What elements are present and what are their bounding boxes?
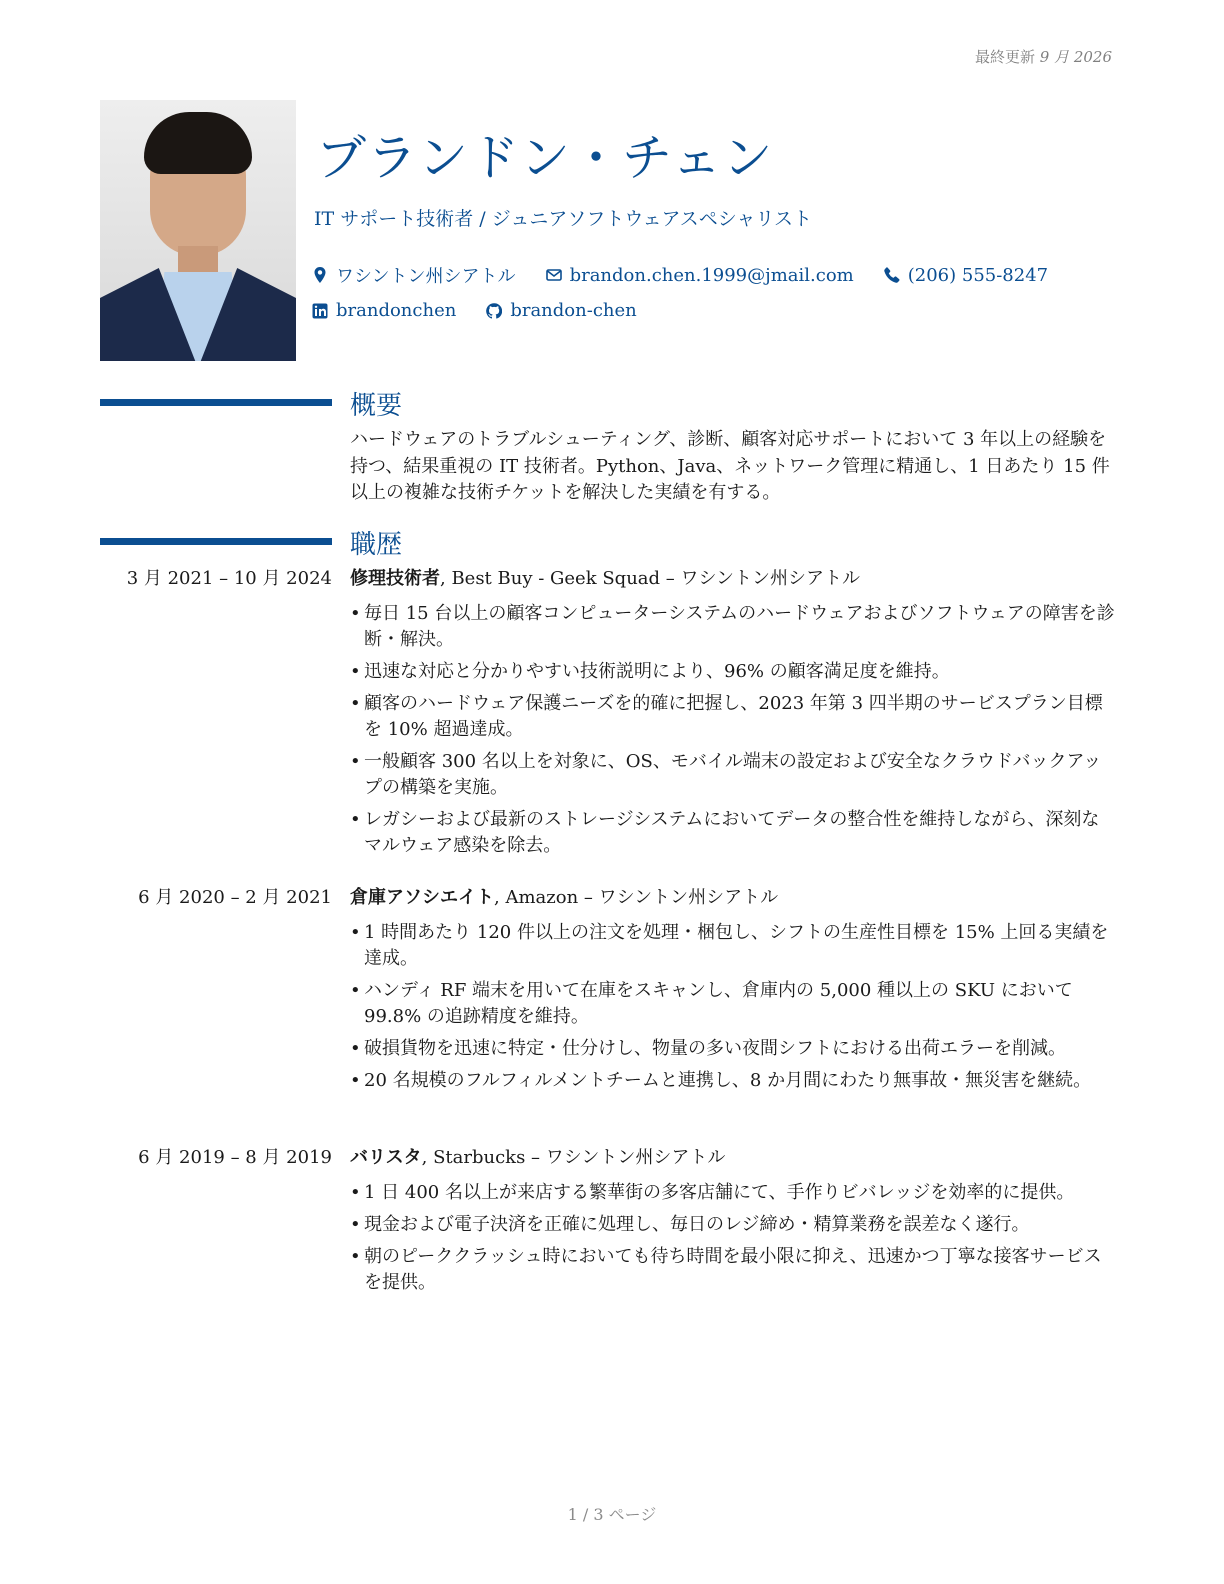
last-updated-date: 9 月 2026: [1039, 48, 1112, 66]
job-role: 倉庫アソシエイト: [350, 887, 494, 908]
job-dates: 3 月 2021 – 10 月 2024: [126, 568, 332, 589]
contact-email[interactable]: [546, 262, 854, 288]
github-icon: [486, 303, 502, 319]
contact-github[interactable]: [486, 300, 636, 321]
job-header: [350, 566, 860, 592]
section-divider: [100, 399, 332, 406]
job-role: バリスタ: [350, 1147, 422, 1168]
list-item: • 現金および電子決済を正確に処理し、毎日のレジ締め・精算業務を誤差なく遂行。: [350, 1212, 1116, 1238]
list-item: • 20 名規模のフルフィルメントチームと連携し、8 か月間にわたり無事故・無災害を継続。: [350, 1068, 1116, 1094]
list-item: • 破損貨物を迅速に特定・仕分けし、物量の多い夜間シフトにおける出荷エラーを削減。: [350, 1036, 1116, 1062]
candidate-name: ブランドン・チェン: [316, 129, 774, 187]
list-item: • 迅速な対応と分かりやすい技術説明により、96% の顧客満足度を維持。: [350, 659, 1116, 685]
job-header: [350, 1145, 725, 1171]
contact-row: [312, 262, 1048, 288]
job-org: , Starbucks – ワシントン州シアトル: [421, 1147, 726, 1168]
list-item: • 1 時間あたり 120 件以上の注文を処理・梱包し、シフトの生産性目標を 15% 上回る実績を達成。: [350, 920, 1116, 972]
list-item: • 顧客のハードウェア保護ニーズを的確に把握し、2023 年第 3 四半期のサービスプラン目標を 10% 超過達成。: [350, 691, 1116, 743]
map-pin-icon: [312, 267, 328, 283]
list-item: • 朝のピーククラッシュ時においても待ち時間を最小限に抑え、迅速かつ丁寧な接客サービスを提供。: [350, 1244, 1116, 1296]
list-item: • 毎日 15 台以上の顧客コンピューターシステムのハードウェアおよびソフトウェアの障害を診断・解決。: [350, 601, 1116, 653]
location-text: ワシントン州シアトル: [336, 266, 516, 287]
list-item: • ハンディ RF 端末を用いて在庫をスキャンし、倉庫内の 5,000 種以上の SKU において 99.8% の追跡精度を維持。: [350, 978, 1116, 1030]
phone-link[interactable]: (206) 555-8247: [907, 264, 1049, 286]
linkedin-link[interactable]: brandonchen: [336, 300, 457, 321]
list-item: • 一般顧客 300 名以上を対象に、OS、モバイル端末の設定および安全なクラウドバックアップの構築を実施。: [350, 749, 1116, 801]
contact-location: [312, 262, 516, 288]
list-item: • 1 日 400 名以上が来店する繁華街の多客店舗にて、手作りビバレッジを効率的に提供。: [350, 1180, 1116, 1206]
mail-icon: [546, 267, 562, 283]
job-dates: 6 月 2019 – 8 月 2019: [138, 1147, 332, 1168]
job-header: [350, 885, 778, 911]
social-row: [312, 300, 637, 321]
job-bullets: [350, 920, 1116, 1100]
last-updated-label: 最終更新: [974, 48, 1035, 66]
github-link[interactable]: brandon-chen: [510, 300, 637, 321]
phone-icon: [884, 267, 900, 283]
job-tagline: IT サポート技術者 / ジュニアソフトウェアスペシャリスト: [314, 208, 813, 230]
section-divider: [100, 538, 332, 545]
job-bullets: [350, 1180, 1116, 1302]
linkedin-icon: [312, 303, 328, 319]
summary-heading: 概要: [350, 391, 403, 421]
job-org: , Best Buy - Geek Squad – ワシントン州シアトル: [440, 568, 861, 589]
job-bullets: [350, 601, 1116, 865]
contact-linkedin[interactable]: [312, 300, 456, 321]
email-link[interactable]: brandon.chen.1999@jmail.com: [569, 264, 854, 286]
job-dates: 6 月 2020 – 2 月 2021: [138, 887, 332, 908]
profile-photo: [100, 100, 296, 361]
contact-phone[interactable]: [884, 262, 1048, 288]
job-org: , Amazon – ワシントン州シアトル: [494, 887, 779, 908]
summary-text: ハードウェアのトラブルシューティング、診断、顧客対応サポートにおいて 3 年以上の経験を持つ、結果重視の IT 技術者。Python、Java、ネットワーク管理に精通し、1 日あたり 15 件以上の複雑な技術チケットを解決した実績を有する。: [350, 429, 1110, 503]
experience-heading: 職歴: [350, 530, 403, 560]
last-updated: [975, 46, 1112, 67]
list-item: • レガシーおよび最新のストレージシステムにおいてデータの整合性を維持しながら、深刻なマルウェア感染を除去。: [350, 807, 1116, 859]
page-number: 1 / 3 ページ: [567, 1505, 657, 1524]
job-role: 修理技術者: [350, 568, 440, 589]
